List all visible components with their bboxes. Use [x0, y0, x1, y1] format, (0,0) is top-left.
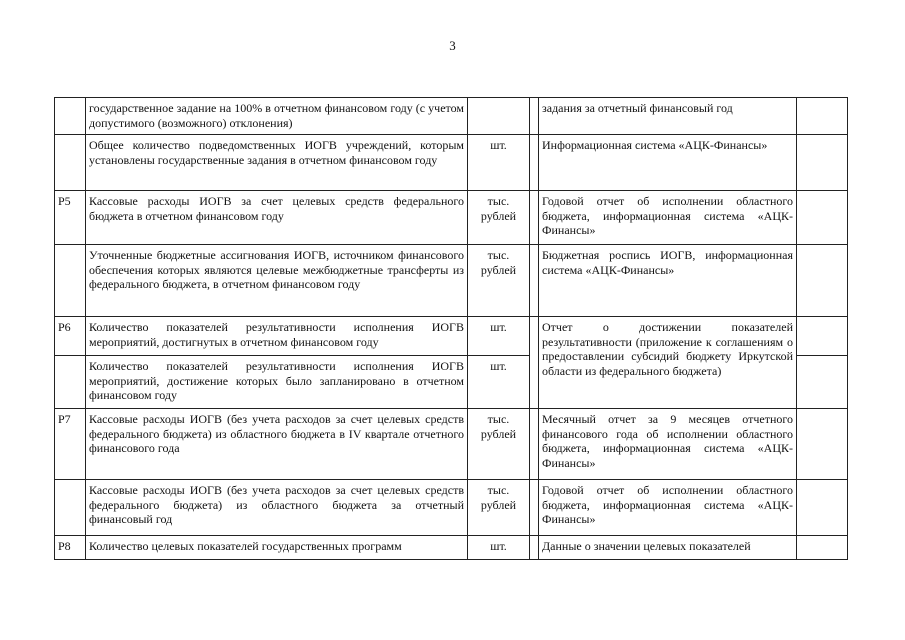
row-code: Р7 [55, 409, 86, 480]
row-description: Количество показателей результативности исполнения ИОГВ мероприятий, достигнутых в отчетном финансовом году [86, 317, 468, 356]
empty-cell [797, 480, 848, 536]
row-code: Р8 [55, 536, 86, 560]
row-description: Общее количество подведомственных ИОГВ учреждений, которым установлены государственные задания в отчетном финансовом году [86, 135, 468, 191]
empty-cell [797, 356, 848, 409]
row-source: Бюджетная роспись ИОГВ, информационная система «АЦК-Финансы» [539, 245, 797, 317]
spacer-cell [530, 245, 539, 317]
row-description: Уточненные бюджетные ассигнования ИОГВ, источником финансового обеспечения которых являются целевые межбюджетные трансферты из федерального бюджета, в отчетном финансовом году [86, 245, 468, 317]
spacer-cell [530, 536, 539, 560]
empty-cell [797, 135, 848, 191]
spacer-cell [530, 191, 539, 245]
table-row [55, 245, 848, 317]
row-unit: тыс. рублей [468, 245, 530, 317]
row-description: Кассовые расходы ИОГВ (без учета расходов за счет целевых средств федерального бюджета) из областного бюджета в IV квартале отчетного финансового года [86, 409, 468, 480]
empty-cell [797, 536, 848, 560]
row-unit: тыс. рублей [468, 480, 530, 536]
empty-cell [797, 98, 848, 135]
table-row [55, 191, 848, 245]
row-code [55, 245, 86, 317]
row-code [55, 135, 86, 191]
table-row [55, 98, 848, 135]
spacer-cell [530, 317, 539, 409]
row-unit: шт. [468, 317, 530, 356]
row-description: Количество показателей результативности исполнения ИОГВ мероприятий, достижение которых было запланировано в отчетном финансовом году [86, 356, 468, 409]
row-unit: шт. [468, 536, 530, 560]
row-source: Годовой отчет об исполнении областного бюджета, информационная система «АЦК-Финансы» [539, 480, 797, 536]
table-row [55, 536, 848, 560]
indicator-table [54, 97, 848, 560]
row-code [55, 356, 86, 409]
table-row [55, 317, 848, 356]
row-code [55, 480, 86, 536]
row-unit: шт. [468, 135, 530, 191]
row-code: Р6 [55, 317, 86, 356]
table-row [55, 480, 848, 536]
row-unit: тыс. рублей [468, 191, 530, 245]
row-unit: шт. [468, 356, 530, 409]
row-source: Годовой отчет об исполнении областного бюджета, информационная система «АЦК-Финансы» [539, 191, 797, 245]
page-number: 3 [449, 38, 456, 53]
empty-cell [797, 317, 848, 356]
empty-cell [797, 245, 848, 317]
spacer-cell [530, 409, 539, 480]
row-code [55, 98, 86, 135]
row-code: Р5 [55, 191, 86, 245]
spacer-cell [530, 480, 539, 536]
empty-cell [797, 409, 848, 480]
row-unit: тыс. рублей [468, 409, 530, 480]
row-description: Кассовые расходы ИОГВ за счет целевых средств федерального бюджета в отчетном финансовом году [86, 191, 468, 245]
row-source: задания за отчетный финансовый год [539, 98, 797, 135]
row-source: Данные о значении целевых показателей [539, 536, 797, 560]
row-description: Количество целевых показателей государственных программ [86, 536, 468, 560]
table-row [55, 409, 848, 480]
empty-cell [797, 191, 848, 245]
row-source: Месячный отчет за 9 месяцев отчетного финансового года об исполнении областного бюджета, информационная система «АЦК-Финансы» [539, 409, 797, 480]
row-description: Кассовые расходы ИОГВ (без учета расходов за счет целевых средств федерального бюджета) из областного бюджета за отчетный финансовый год [86, 480, 468, 536]
row-source: Отчет о достижении показателей результативности (приложение к соглашениям о предоставлении субсидий бюджету Иркутской области из федерального бюджета) [539, 317, 797, 409]
spacer-cell [530, 98, 539, 135]
table-row [55, 135, 848, 191]
row-unit [468, 98, 530, 135]
row-source: Информационная система «АЦК-Финансы» [539, 135, 797, 191]
spacer-cell [530, 135, 539, 191]
row-description: государственное задание на 100% в отчетном финансовом году (с учетом допустимого (возможного) отклонения) [86, 98, 468, 135]
